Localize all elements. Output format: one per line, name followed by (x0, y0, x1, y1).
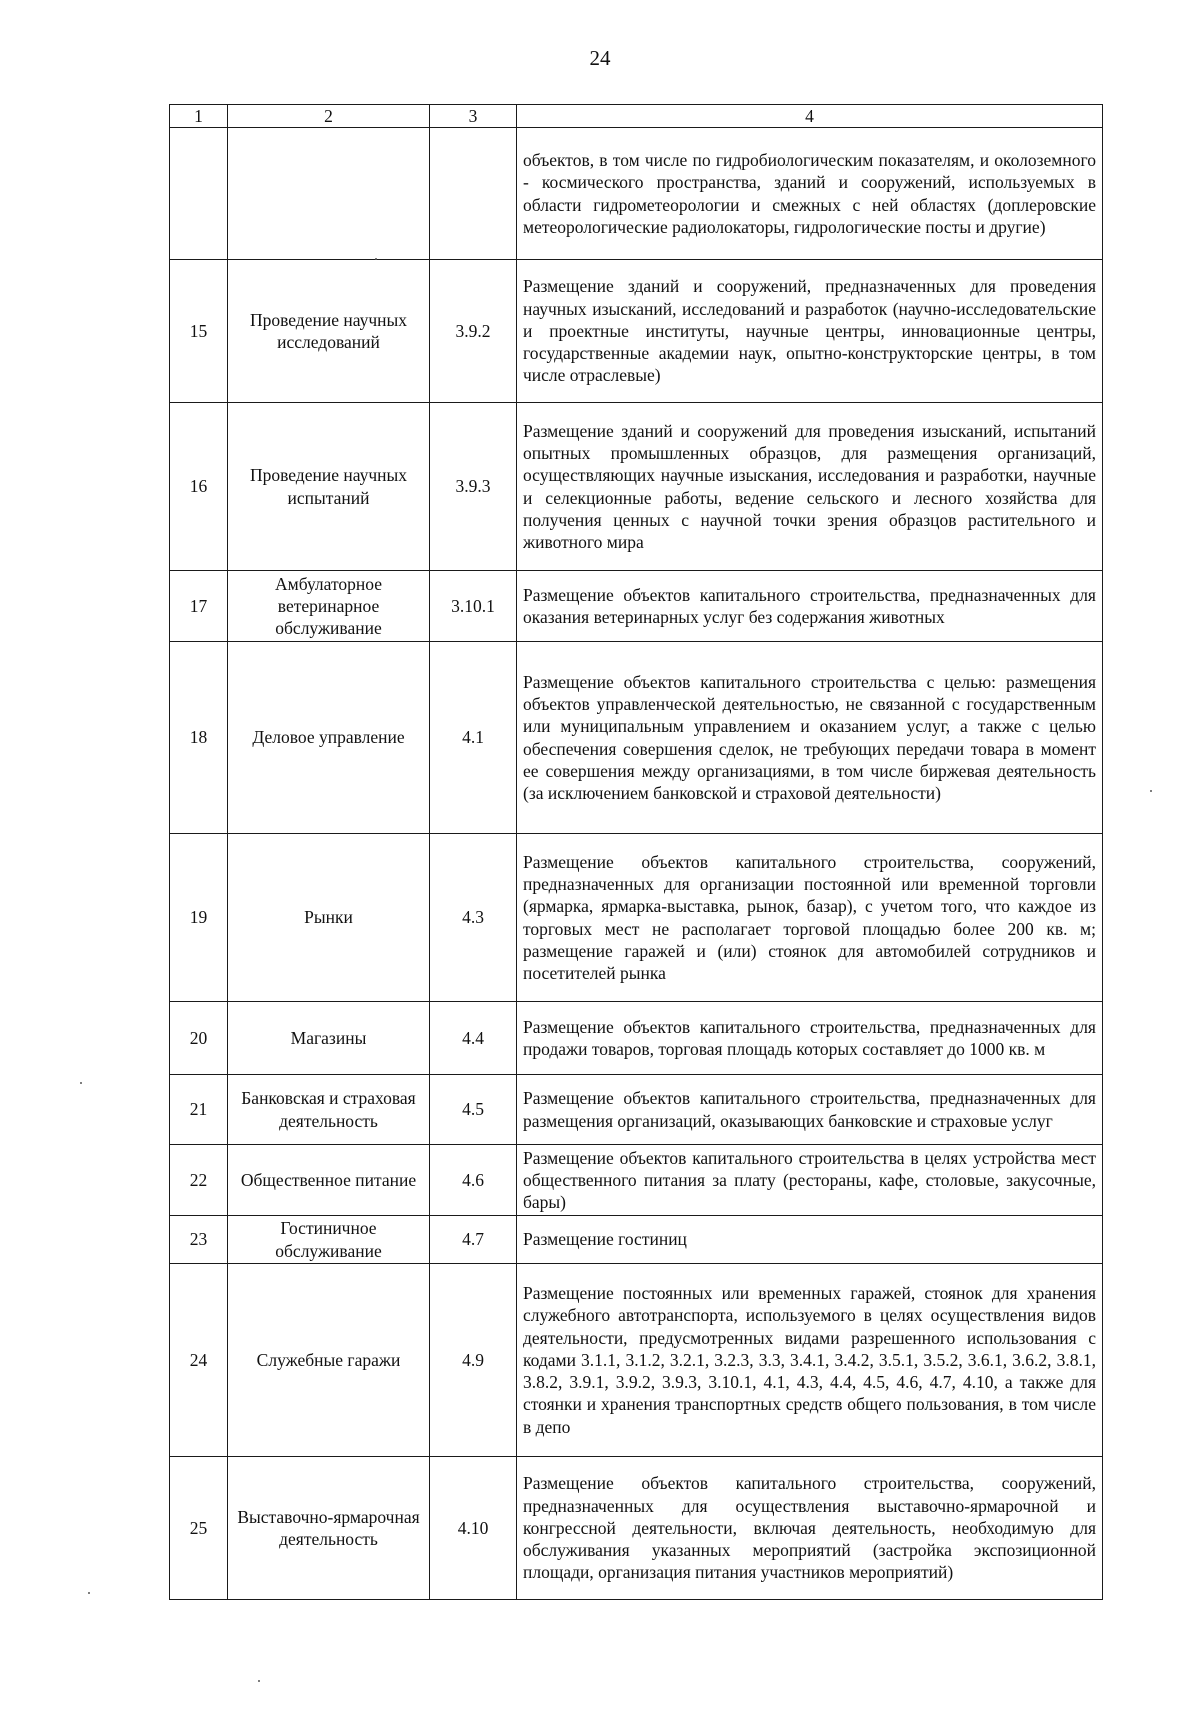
row-code: 3.10.1 (430, 571, 517, 642)
row-description: Размещение зданий и сооружений для проведения изысканий, испытаний опытных промышленных образцов, для размещения организаций, осуществляющих научные изыскания, исследования и разработки, научные и селекционные работы, ведение сельского и лесного хозяйства для получения ценных с научной точки зрения образцов растительного и животного мира (517, 403, 1103, 571)
row-number: 19 (170, 834, 228, 1002)
row-code (430, 128, 517, 260)
scan-speck (258, 1680, 260, 1682)
row-name: Рынки (228, 834, 430, 1002)
row-description: Размещение объектов капитального строительства, предназначенных для продажи товаров, торговая площадь которых составляет до 1000 кв. м (517, 1002, 1103, 1075)
table-row (170, 1002, 1103, 1075)
scan-speck (375, 258, 377, 260)
row-name: Деловое управление (228, 642, 430, 834)
row-number: 23 (170, 1216, 228, 1264)
land-use-table (169, 104, 1103, 1600)
row-description: Размещение объектов капитального строительства, сооружений, предназначенных для осуществления выставочно-ярмарочной и конгрессной деятельности, включая деятельность, необходимую для обслуживания указанных мероприятий (застройка экспозиционной площади, организация питания участников мероприятий) (517, 1457, 1103, 1600)
row-description: Размещение гостиниц (517, 1216, 1103, 1264)
row-number: 18 (170, 642, 228, 834)
row-code: 4.3 (430, 834, 517, 1002)
row-number: 16 (170, 403, 228, 571)
row-name: Банковская и страховая деятельность (228, 1075, 430, 1145)
row-description: Размещение объектов капитального строительства в целях устройства мест общественного питания за плату (рестораны, кафе, столовые, закусочные, бары) (517, 1145, 1103, 1216)
row-number: 17 (170, 571, 228, 642)
row-code: 4.4 (430, 1002, 517, 1075)
column-header-3: 3 (430, 105, 517, 128)
row-code: 4.6 (430, 1145, 517, 1216)
row-name: Магазины (228, 1002, 430, 1075)
scan-speck (88, 1592, 90, 1594)
row-number: 20 (170, 1002, 228, 1075)
row-code: 4.10 (430, 1457, 517, 1600)
table-row (170, 1457, 1103, 1600)
row-name: Служебные гаражи (228, 1264, 430, 1457)
table-row (170, 571, 1103, 642)
table-row (170, 1216, 1103, 1264)
row-number: 21 (170, 1075, 228, 1145)
row-description: объектов, в том числе по гидробиологическим показателям, и околоземного - космического пространства, зданий и сооружений, используемых в области гидрометеорологии и смежных с ней областях (доплеровские метеорологические радиолокаторы, гидрологические посты и другие) (517, 128, 1103, 260)
row-description: Размещение зданий и сооружений, предназначенных для проведения научных изысканий, исследований и разработок (научно-исследовательские и проектные институты, научные центры, инновационные центры, государственные академии наук, опытно-конструкторские центры, в том числе отраслевые) (517, 260, 1103, 403)
table-row (170, 1264, 1103, 1457)
scan-speck (1150, 790, 1152, 792)
row-name (228, 128, 430, 260)
row-number (170, 128, 228, 260)
row-number: 15 (170, 260, 228, 403)
row-number: 25 (170, 1457, 228, 1600)
row-description: Размещение объектов капитального строительства, сооружений, предназначенных для организации постоянной или временной торговли (ярмарка, ярмарка-выставка, рынок, базар), с учетом того, что каждое из торговых мест не располагает торговой площадью более 200 кв. м; размещение гаражей и (или) стоянок для автомобилей сотрудников и посетителей рынка (517, 834, 1103, 1002)
row-name: Амбулаторное ветеринарное обслуживание (228, 571, 430, 642)
row-code: 3.9.2 (430, 260, 517, 403)
row-code: 4.9 (430, 1264, 517, 1457)
table-row (170, 260, 1103, 403)
row-number: 24 (170, 1264, 228, 1457)
row-code: 4.5 (430, 1075, 517, 1145)
row-number: 22 (170, 1145, 228, 1216)
row-description: Размещение объектов капитального строительства, предназначенных для размещения организаций, оказывающих банковские и страховые услуг (517, 1075, 1103, 1145)
row-name: Проведение научных исследований (228, 260, 430, 403)
row-description: Размещение постоянных или временных гаражей, стоянок для хранения служебного автотранспорта, используемого в целях осуществления видов деятельности, предусмотренных видами разрешенного использования с кодами 3.1.1, 3.1.2, 3.2.1, 3.2.3, 3.3, 3.4.1, 3.4.2, 3.5.1, 3.5.2, 3.6.1, 3.6.2, 3.8.1, 3.8.2, 3.9.1, 3.9.2, 3.9.3, 3.10.1, 4.1, 4.3, 4.4, 4.5, 4.6, 4.7, 4.10, а также для стоянки и хранения транспортных средств общего пользования, в том числе в депо (517, 1264, 1103, 1457)
row-code: 4.1 (430, 642, 517, 834)
row-code: 3.9.3 (430, 403, 517, 571)
scan-speck (80, 1082, 82, 1084)
table-row (170, 642, 1103, 834)
table-row (170, 128, 1103, 260)
row-name: Выставочно-ярмарочная деятельность (228, 1457, 430, 1600)
table-row (170, 403, 1103, 571)
column-header-4: 4 (517, 105, 1103, 128)
column-header-2: 2 (228, 105, 430, 128)
table-row (170, 1145, 1103, 1216)
page-number: 24 (589, 46, 611, 70)
table-row (170, 1075, 1103, 1145)
row-description: Размещение объектов капитального строительства с целью: размещения объектов управленческой деятельностью, не связанной с государственным или муниципальным управлением и оказанием услуг, а также с целью обеспечения совершения сделок, не требующих передачи товара в момент ее совершения между организациями, в том числе биржевая деятельность (за исключением банковской и страховой деятельности) (517, 642, 1103, 834)
row-name: Проведение научных испытаний (228, 403, 430, 571)
row-code: 4.7 (430, 1216, 517, 1264)
table-header-row (170, 105, 1103, 128)
row-name: Общественное питание (228, 1145, 430, 1216)
column-header-1: 1 (170, 105, 228, 128)
row-description: Размещение объектов капитального строительства, предназначенных для оказания ветеринарных услуг без содержания животных (517, 571, 1103, 642)
table-row (170, 834, 1103, 1002)
row-name: Гостиничное обслуживание (228, 1216, 430, 1264)
